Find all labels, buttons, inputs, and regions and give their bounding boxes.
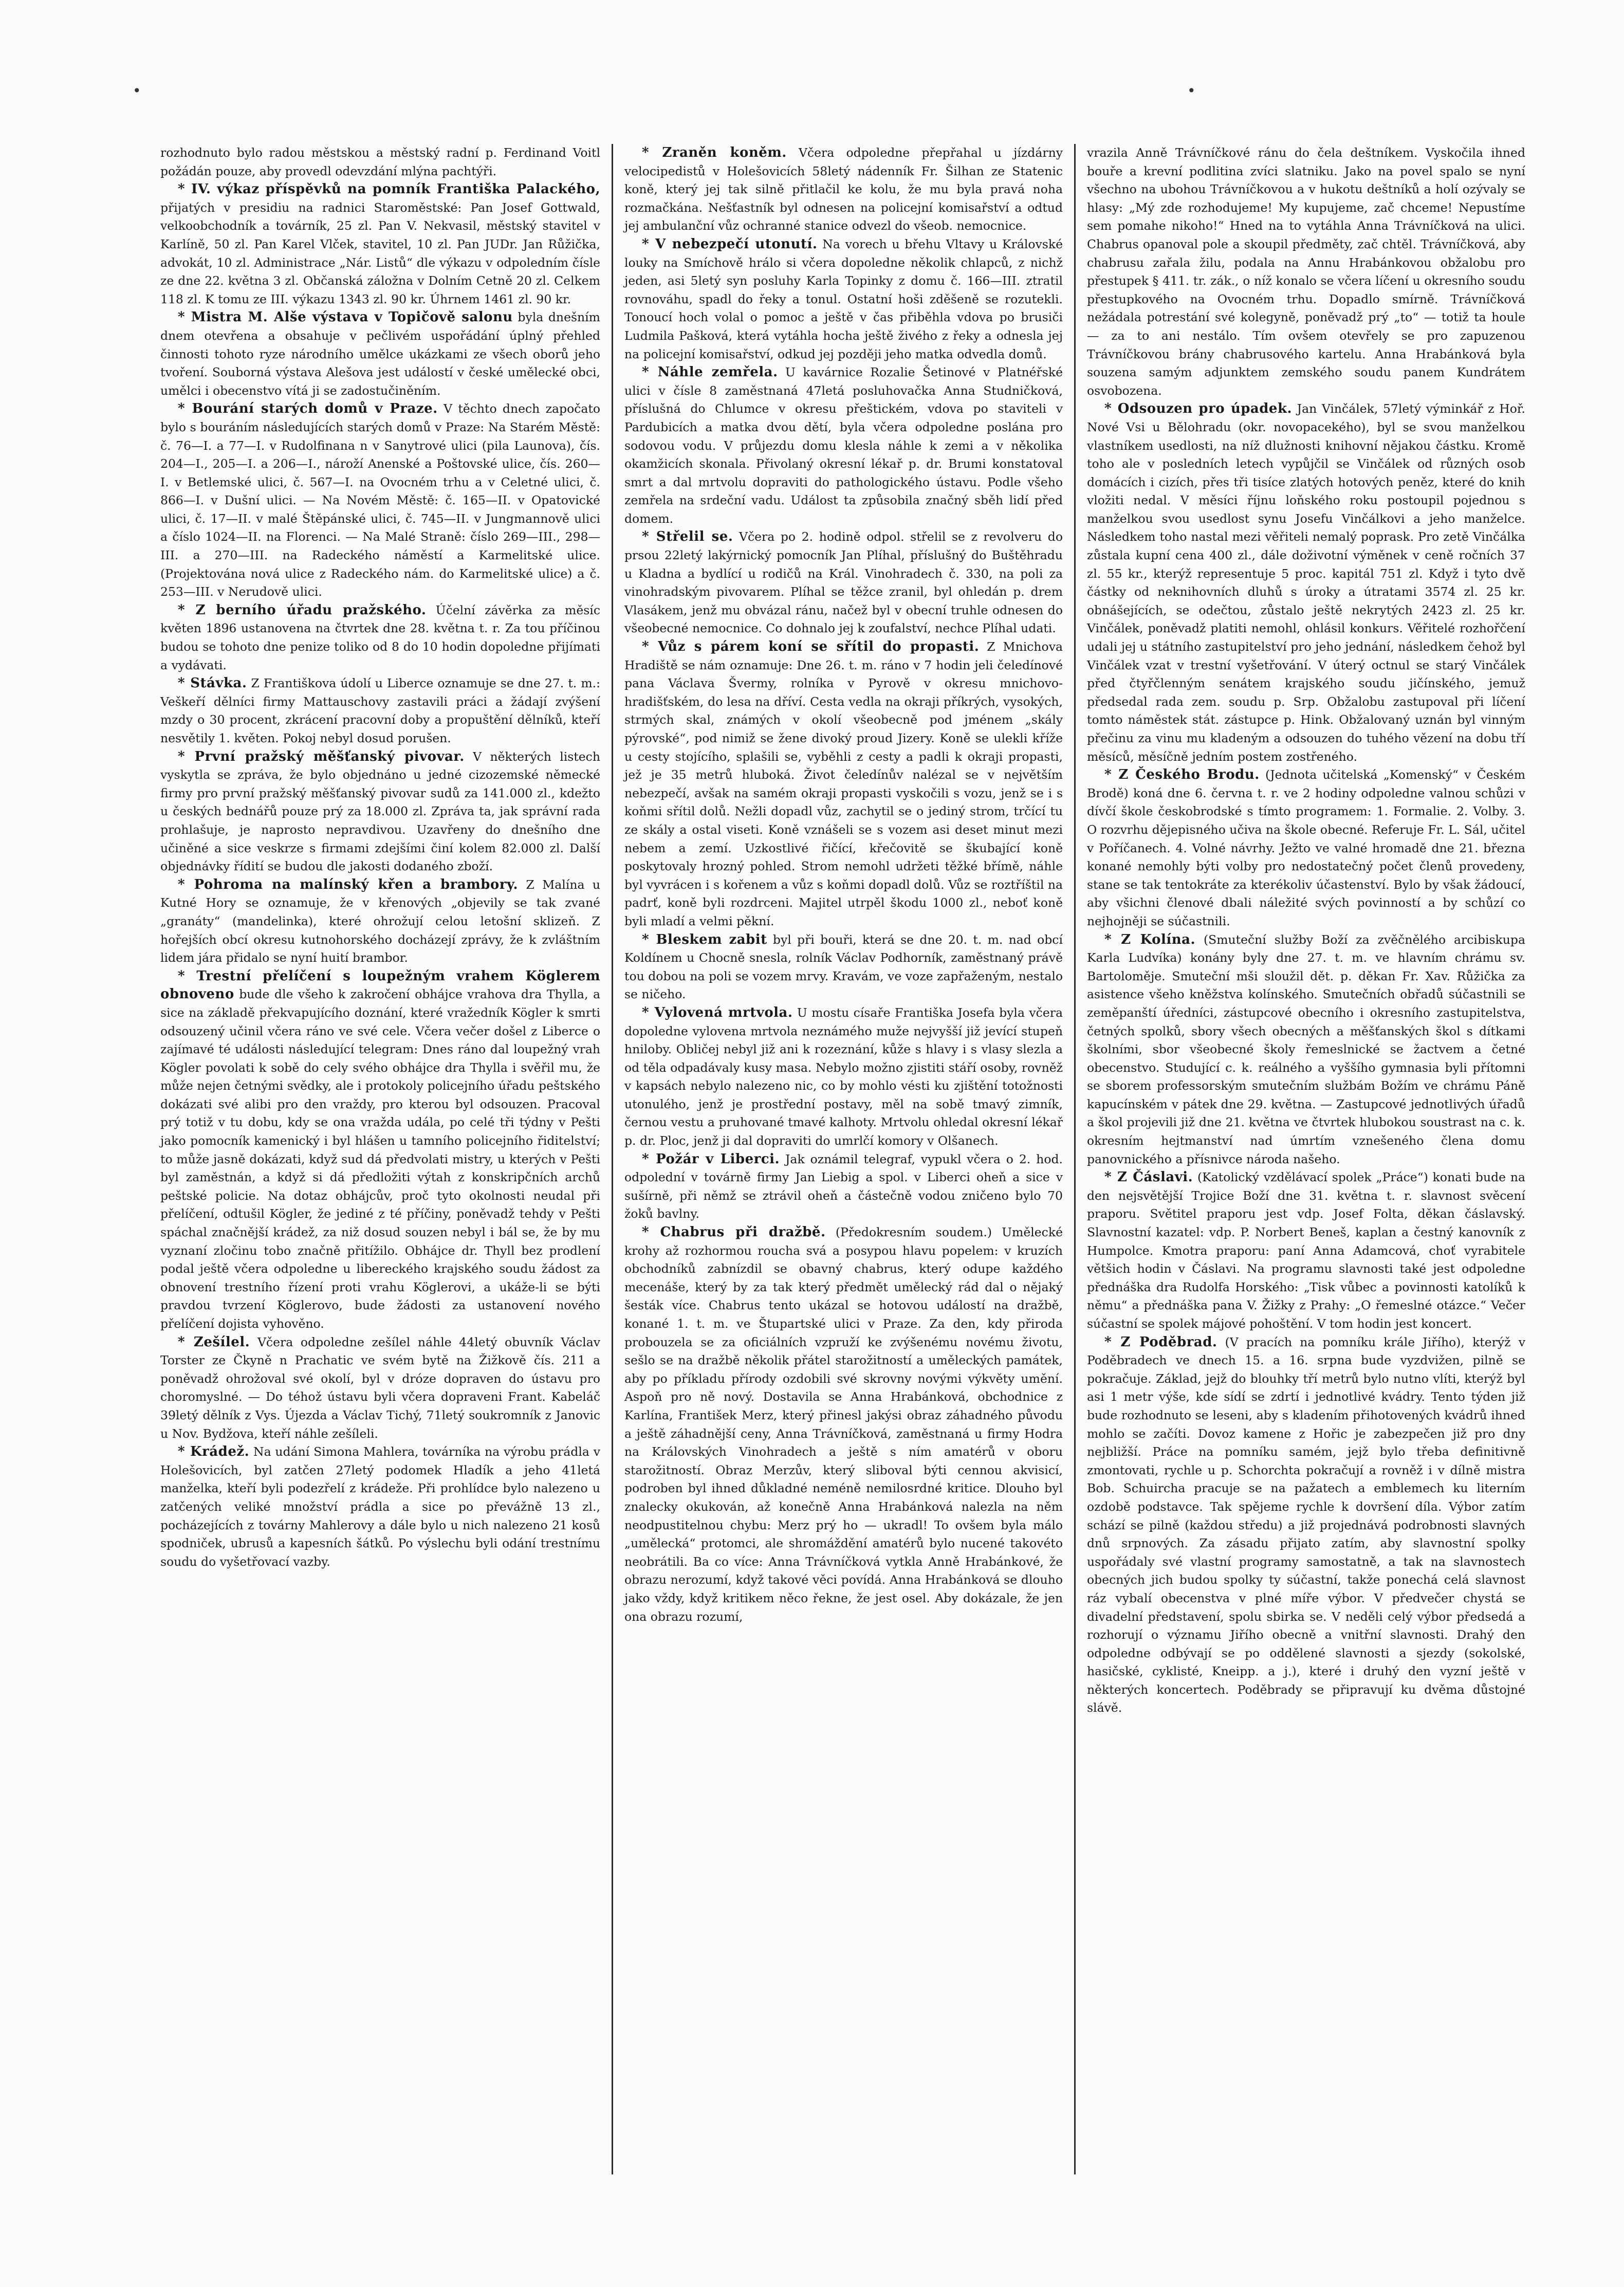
column-left <box>149 144 612 2174</box>
article-headline: * Z Českého Brodu. <box>1104 767 1260 783</box>
article-headline: * Z Čáslavi. <box>1104 1169 1193 1185</box>
article <box>624 638 1063 931</box>
article <box>160 967 600 1333</box>
article <box>160 1443 600 1571</box>
article-text: Včera odpoledne přepřahal u jízdárny velocipedistů v Holešovicích 58letý nádenník Fr. Šilhan ze Statenic koně, který jej tak silně přitlačil ke kolu, že mu byla pravá noha rozmačkána. Nešťastník byl odnesen na policejní komisařství a odtud jej ambulanční vůz ochranné stanice odvezl do všeob. nemocnice. <box>624 145 1063 233</box>
article-text: (Katolický vzdělávací spolek „Práce“) konati bude na den nejsvětější Trojice Boží dne 31. května t. r. slavnost svěcení praporu. Světitel praporu jest vdp. Josef Folta, děkan čáslavský. Slavnostní kazatel: vdp. P. Norbert Beneš, kaplan a čestný kanovník z Humpolce. Kmotra praporu: paní Anna Adamcová, choť vyrabitele většich hodin v Čáslavi. Na programu slavnosti také jest odpoledne přednáška dra Rudolfa Horského: „Tisk vůbec a povinnosti katolíků k němu“ a přednáška pana V. Žižky z Prahy: „O řemeslné otázce.“ Večer súčastní se spolek májové pohoštění. V tom hodin jest koncert. <box>1087 1170 1525 1331</box>
article-headline: * Z Kolína. <box>1104 931 1196 947</box>
article-text: vrazila Anně Trávníčkové ránu do čela deštníkem. Vyskočila ihned bouře a krevní podlitina zvíci slatniku. Jako na povel spalo se nyní všechno na ubohou Trávníčkovou a v hukotu deštníků a holí ozývaly se hlasy: „Mý zde rozhodujeme! My kupujeme, zač chceme! Nepustíme sem pomahe nikoho!“ Hned na to vytáhla Anna Trávníčková na ulici. Chabrus opanoval pole a skoupil předměty, zač chtěl. Trávníčková, aby chabrusu zařala žilu, podala na Annu Hrabánkovou obžalobu pro přestupek § 411. tr. zák., o níž konalo se včera líčení u okresního soudu přestupkového na Ovocném trhu. Dopadlo smírně. Trávníčková nežádala potrestání své kolegyně, poněvadž prý „to“ — totiž ta houle — za to ani nestálo. Tím ovšem otevřely se pro zapuzenou Trávníčkovou brány chabrusového kartelu. Anna Hrabánková byla souzena samým adjunktem zemského soudu panem Kundrátem osvobozena. <box>1087 145 1525 398</box>
article <box>160 400 600 601</box>
article-headline: * Krádež. <box>178 1444 250 1460</box>
article-headline: * Z Poděbrad. <box>1104 1334 1217 1350</box>
column-right <box>1074 144 1537 2174</box>
article-headline: * IV. výkaz příspěvků na pomník Františka Palackého, <box>178 181 600 197</box>
article <box>624 931 1063 1004</box>
article-text: (Jednota učitelská „Komenský“ v Českém Brodě) koná dne 6. června t. r. ve 2 hodiny odpoledne valnou schůzi v dívčí škole českobrodské s tímto programem: 1. Formalie. 2. Volby. 3. O rozvrhu dějepisného učiva na škole obecné. Referuje Fr. L. Sál, učitel v Poříčanech. 4. Volné návrhy. Ježto ve valné hromadě dne 21. března konané nemohly býti volby pro nedostatečný počet členů provedeny, stane se tak tentokráte za kterékoliv účastenství. Bylo by však žádoucí, aby všichni členové dbali náležité svých povinností a by schůzí co nejhojněji se súčastnili. <box>1087 767 1525 928</box>
article-text: Včera po 2. hodině odpol. střelil se z revolveru do prsou 22letý lakýrnický pomocník Jan Plíhal, příslušný do Buštěhradu u Kladna a bydlící u rodičů na Král. Vinohradech č. 330, na poli za vinohradským pivovarem. Plíhal se těžce zranil, byl ohledán p. drem Vlasákem, jenž mu obvázal ránu, načež byl v obecní truhle odnesen do všeobecné nemocnice. Co dohnalo jej k zoufalství, nechce Plíhal udati. <box>624 529 1063 636</box>
article-text: rozhodnuto bylo radou městskou a městský radní p. Ferdinand Voitl požádán pouze, aby provedl odevzdání mlýna pachtýři. <box>160 145 600 178</box>
article-text: Na vorech u břehu Vltavy u Královské louky na Smíchově hrálo si včera dopoledne několik chlapců, z nichž jeden, asi 5letý syn posluhy Karla Topinky z domu č. 166—III. ztratil rovnováhu, spadl do řeky a tonul. Ostatní hoši zděšeně se rozutekli. Tonoucí hoch volal o pomoc a ještě v čas přiběhla vdova po brusiči Ludmila Pašková, která vytáhla hocha ještě živého z řeky a odnesla jej na policejní komisařství, odkud jej později jeho matka odvedla domů. <box>624 236 1063 361</box>
article <box>1087 766 1525 930</box>
article <box>624 1150 1063 1223</box>
article <box>624 1223 1063 1626</box>
article <box>624 363 1063 528</box>
article-text: Z Františkova údolí u Liberce oznamuje se dne 27. t. m.: Veškeří dělníci firmy Mattauschovy zastavili práci a žádají zvýšení mzdy o 30 procent, zkrácení pracovní doby a propuštění dělníků, kteří nesvětily 1. květen. Pokoj nebyl dosud porušen. <box>160 676 600 745</box>
article <box>160 674 600 747</box>
article <box>160 308 600 400</box>
article-headline: * Trestní přelíčení s loupežným vrahem Köglerem obnoveno <box>160 968 600 1002</box>
article-headline: * Náhle zemřela. <box>642 364 778 380</box>
article-headline: * Z berního úřadu pražského. <box>178 602 427 618</box>
article-text: U mostu císaře Františka Josefa byla včera dopoledne vylovena mrtvola neznámého muže nejvyšší již jevící stupeň hniloby. Obličej nebyl již ani k rozeznání, kůže s hlavy i s vlasy slezla a od těla odpadávaly kusy masa. Nebylo možno zjistiti stáří osoby, rovněž v kapsách nebylo nalezeno nic, co by mohlo vésti ku zjištění totožnosti utonulého, jenž je prostřední postavy, měl na sobě tmavý zimník, černou vestu a pruhované tmavé kalhoty. Mrtvolu ohledal okresní lékař p. dr. Ploc, jenž ji dal dopraviti do umrlčí komory v Olšanech. <box>624 1005 1063 1148</box>
article-headline: * Vůz s párem koní se sřítil do propasti. <box>642 639 980 655</box>
edge-mark: • <box>1187 82 1196 99</box>
article <box>160 876 600 967</box>
column-middle <box>612 144 1074 2174</box>
article <box>1087 400 1525 766</box>
article <box>624 235 1063 363</box>
article-text: V těchto dnech započato bylo s bouráním následujících starých domů v Praze: Na Starém Městě: č. 76—I. a 77—I. v Rudolfinana n v Sanytrové ulici (pila Launova), čís. 204—I., 205—I. a 206—I., nároží Anenské a Poštovské ulice, čís. 260—I. v Betlemské ulici, č. 567—I. na Ovocném trhu a v Celetné ulici, č. 866—I. v Dušní ulici. — Na Novém Městě: č. 165—II. v Opatovické ulici, č. 17—II. v malé Štěpánské ulici, č. 745—II. v Jungmannově ulici a číslo 1024—II. na Florenci. — Na Malé Straně: číslo 269—III., 298—III. a 270—III. na Radeckého náměstí a Karmelitské ulice. (Projektována nová ulice z Radeckého nám. do Karmelitské ulice) a č. 253—III. v Nerudově ulici. <box>160 401 600 599</box>
article-headline: * První pražský měšťanský pivovar. <box>178 748 465 764</box>
article-headline: * V nebezpečí utonutí. <box>642 236 818 252</box>
article-headline: * Pohroma na malínský křen a brambory. <box>178 876 519 892</box>
article-text: (Smuteční služby Boží za zvěčnělého arcibiskupa Karla Ludvíka) konány byly dne 27. t. m. ve hlavním chrámu sv. Bartoloměje. Smuteční mši sloužil dět. p. děkan Fr. Xav. Růžička za asistence všeho kněžstva kolínského. Smutečních obřadů súčastnili se zeměpanští úředníci, zástupcové obecního i okresního zastupitelstva, četných spolků, sbory všech obecných a měšťanských škol s dítkami školními, sbor všeobecné školy řemeslnické se žactvem a četné obecenstvo. Studující c. k. reálného a vyššího gymnasia byli přítomni se sborem professorským smutečním službám Božím ve chrámu Páně kapucínském v pátek dne 29. května. — Zastupcové jednotlivých úřadů a škol projevili již dne 21. května ve čtvrtek hlubokou soustrast na c. k. okresním hejtmanství nad úmrtím vznešeného člena domu panovnického a přísnivce národa našeho. <box>1087 932 1525 1166</box>
article-text: Z Malína u Kutné Hory se oznamuje, že v křenových „objevily se tak zvané „granáty“ (mandelinka), které ohrožují celou letošní sklizeň. Z hořejších obcí okresu kutnohorského docházejí zprávy, že k zvláštním lidem jára přidalo se nyní huití brambor. <box>160 877 600 965</box>
article <box>160 144 600 180</box>
article <box>160 180 600 308</box>
article <box>1087 931 1525 1169</box>
article-text: bude dle všeho k zakročení obhájce vrahova dra Thylla, a sice na základě překvapujícího doznání, které vražedník Kögler k smrti odsouzený učinil včera ráno ve své cele. Včera večer došel z Liberce o zajímavé té události následující telegram: Dnes ráno dal loupežný vrah Kögler povolati k sobě do cely svého obhájce dra Thylla i svěřil mu, že může nejen četnými svědky, ale i protokoly policejního úřadu peštského dokázati své alibi pro den vraždy, pro kterou byl odsouzen. Pracoval prý totiž v tu dobu, kdy se ona vražda udála, po celé tři týdny v Pešti jako pomocník kamenický i byl hlášen u tamního policejního řiditelství; to může jasně dokázati, když sud dá předvolati mistry, u kterých v Pešti byl zaměstnán, a když si dá předložiti výtah z konskripčních archů peštské policie. Na dotaz obhájcův, proč tyto okolnosti neudal při přelíčení, odtušil Kögler, že jediné z té příčiny, poněvadž tehdy v Pešti spáchal značnější krádež, za niž dosud souzen nebyl i bál se, že by mu vyznaní zločinu tobo značně přitížilo. Obhájce dr. Thyll bez prodlení podal ještě včera odpoledne u libereckého krajského soudu žádost za obnovení trestního řízení proti vrahu Köglerovi, a ukáže-li se býti pravdou tvrzení Köglerovo, bude žádosti za ustanovení nového přelíčení dojista vyhověno. <box>160 987 600 1331</box>
article-text: U kavárnice Rozalie Šetinové v Platnéřské ulici v čísle 8 zaměstnaná 47letá posluhovačka Anna Studničková, příslušná do Chlumce v okresu přeštickém, vdova po staviteli v Pardubicích a matka dvou dětí, byla včera odpoledne poslána pro sodovou vodu. V průjezdu domu klesla náhle k zemi a v několika okamžicích skonala. Přivolaný okresní lékař p. dr. Brumi konstatoval smrt a dal mrtvolu dopraviti do pathologického ústavu. Podle všeho zemřela na srdeční vadu. Událost ta způsobila značný sběh lidí před domem. <box>624 365 1063 526</box>
article-headline: * Bourání starých domů v Praze. <box>178 401 438 417</box>
article-headline: * Požár v Liberci. <box>642 1151 780 1167</box>
article-text: (V pracích na pomníku krále Jiřího), kterýž v Poděbradech ve dnech 15. a 16. srpna bude vyzdvižen, pilně se pokračuje. Základ, jejž do blouhky tří metrů bylo nutno vlíti, kterýž byl asi 1 metr výše, kde sídí se zdrtí i jednotlivé kvádry. Tento týden již bude rozhodnuto se leseni, aby s kladením přihotovených kvádrů ihned mohlo se začíti. Dovoz kamene z Hořic je zabezpečen již pro dny nejbližší. Práce na pomníku samém, jejž bylo třeba definitivně zmontovati, rychle u p. Schorchta pokračují a rovněž i v dílně mistra Bob. Schuircha pracuje se na pažatech a emblemech ku literním ozdobě podstavce. Tak spějeme rychle k dovršení díla. Výbor zatím schází se pilně (každou středu) a již projednává podrobnosti slavných dnů srpnových. Za zásadu přijato zatím, aby slavnostní spolky uspořádaly své vlastní programy samostatně, a tak na slavnostech obecných jich budou spolky ty súčastní, takže ponechá celá slavnost ráz vybalí obecenstva v plné míře výbor. V předvečer chystá se divadelní představení, spolu sbirka se. V neděli celý výbor předsedá a rozhorují o významu Jiřího obecně a vnitřní slavnosti. Drahý den odpoledne odbývají se po oddělené slavnosti a sjezdy (sokolské, hasičské, cyklisté, Kneipp. a j.), které i druhý den vyzní ještě v některých koncertech. Poděbrady se připravují ku dvěma důstojné slávě. <box>1087 1334 1525 1715</box>
article-headline: * Odsouzen pro úpadek. <box>1104 401 1293 417</box>
article <box>624 1004 1063 1150</box>
article <box>160 748 600 876</box>
article <box>624 144 1063 235</box>
article-text: Jan Vinčálek, 57letý výminkář z Hoř. Nové Vsi u Bělohradu (okr. novopacekého), byl se svou manželkou vlastníkem usedlosti, na níž dlužnosti knihovní nějakou částku. Kromě toho ale v posledních letech vypůjčil se Vinčálek od různých osob domácích i cizích, přes tři tisíce zlatých hotových peněz, které do knih vložiti nedal. V měsíci říjnu loňského roku postoupil pojednou s manželkou svou usedlost synu Josefu Vinčálkovi a jeho manželce. Následkem toho nastal mezi věřiteli nemalý poprask. Pro zetě Vinčálka zůstala kupní cena 400 zl., dále doživotní výměnek v ceně ročních 37 zl. 55 kr., kterýž representuje 5 proc. kapitál 751 zl. Když i tyto dvě částky od neknihovních dluhů s úroky a útratami 3574 zl. 25 kr. obnášejících, se odečtou, zůstalo ještě nekrytých 2423 zl. 25 kr. Vinčálek, poněvadž platiti nemohl, ohlásil konkurs. Věřitelé rozhořčení udali jej u státního zastupitelství pro jeho jednání, následkem čehož byl Vinčálek vzat v trestní vyšetřování. V úterý octnul se starý Vinčálek před čtyřčlenným senátem krajského soudu jičínského, jemuž předsedal rada zem. soudu p. Srp. Obžalobu zastupoval při líčení tomto náměstek stát. zástupce p. Hink. Obžalovaný uznán byl vinným přečinu za vinu mu kladeným a odsouzen do tuhého vězení na dobu tří měsíců, měsíčně jedním postem zostřeného. <box>1087 401 1525 764</box>
article-columns <box>149 144 1537 2174</box>
edge-mark: • <box>133 82 141 99</box>
article-text: Na udání Simona Mahlera, továrníka na výrobu prádla v Holešovicích, byl zatčen 27letý podomek Hladík a jeho 41letá manželka, kteří byli podezřelí z krádeže. Při prohlídce bylo nalezeno u zatčených veliké množství prádla a sice po převážně 13 zl., pocházejících z továrny Mahlerovy a dále bylo u nich nalezeno 21 kosů spodniček, ubrusů a kapesních šátků. Po výslechu byli odání trestnímu soudu do vyšetřovací vazby. <box>160 1444 600 1569</box>
article <box>1087 1333 1525 1717</box>
article-headline: * Zešílel. <box>178 1334 250 1350</box>
article-headline: * Mistra M. Alše výstava v Topičově salonu <box>178 309 513 325</box>
article-headline: * Stávka. <box>178 675 247 691</box>
article-headline: * Střelil se. <box>642 529 733 545</box>
article-text: Jak oznámil telegraf, vypukl včera o 2. hod. odpolední v továrně firmy Jan Liebig a spol. v Liberci oheň a sice v sušírně, při němž se ztrávil oheň a částečně vodou zničeno bylo 70 žoků bavlny. <box>624 1151 1063 1221</box>
article-text: byl při bouři, která se dne 20. t. m. nad obcí Koldínem u Chocně snesla, rolník Václav Podhorník, zaměstnaný právě tou dobou na poli se vozem mrvy. Kravám, ve voze zapřaženým, nestalo se ničeho. <box>624 932 1063 1002</box>
article <box>1087 1168 1525 1333</box>
article-headline: * Zraněn koněm. <box>642 145 787 160</box>
article-text: Účelní závěrka za měsíc květen 1896 ustanovena na čtvrtek dne 28. května t. r. Za tou příčinou budou se tohoto dne penize toliko od 8 do 10 hodin dopoledne přijímati a vydávati. <box>160 602 600 672</box>
article-text: V některých listech vyskytla se zpráva, že bylo objednáno u jedné cizozemské německé firmy pro první pražský měšťanský pivovar sudů za 141.000 zl., kdežto u českých bednářů pouze prý za 18.000 zl. Zpráva ta, jak správní rada prohlašuje, je naprosto nepravdivou. Uzavřeny do dnešního dne učiněné a sice veskrze s firmami zdejšími činí kolem 82.000 zl. Další objednávky řídití se budou dle jakosti dodaného zboží. <box>160 749 600 874</box>
article <box>160 601 600 674</box>
article-text: byla dnešním dnem otevřena a obsahuje v pečlivém uspořádání úplný přehled činnosti tohoto ryze národního umělce ukázkami ze všech oborů jeho tvoření. Souborná výstava Alešova jest událostí v české umělecké obci, umělci i obecenstvo vítá ji se zadostučiněním. <box>160 310 600 398</box>
article-text: Včera odpoledne zešílel náhle 44letý obuvník Václav Torster ze Čkyně n Prachatic ve svém bytě na Žižkově čís. 211 a poněvadž ohrožoval své okolí, byl v dróze dopraven do ústavu pro choromyslné. — Do téhož ústavu byli včera dopraveni Frant. Kabeláč 39letý dělník z Vys. Újezda a Václav Tichý, 71letý soukromník z Janovic u Nov. Bydžova, kteří náhle zešíleli. <box>160 1334 600 1441</box>
article-text: (Předokresním soudem.) Umělecké krohy až rozhormou roucha svá a posypou hlavu popelem: v kruzích obchodníků zabnízdil se obavný chabrus, který odupe každého mecenáše, který by za tak který předmět umělecký rád dal o nějaký šesták více. Chabrus tento ukázal se hotovou událostí na dražbě, konané 1. t. m. ve Štupartské ulici v Praze. Za den, kdy přiroda probouzela se za oficiálních vzpruží ke zvýšenému novému životu, sešlo se na dražbě několik přátel starožitností a uměleckých památek, aby po příkladu přírody ozdobili své skrovny novými výkvěty umění. Aspoň pro ně nový. Dostavila se Anna Hrabánková, obchodnice z Karlína, František Merz, který přinesl jakýsi obraz záhadného původu a ještě záhadnější ceny, Anna Trávníčková, zaměstnaná u firmy Hodra na Královských Vinohradech a ještě s ním amatérů v oboru starožitností. Obraz Merzův, který sliboval býti cennou akvisicí, podroben byl ihned důkladné neméně nemilosrdné kritice. Dlouho byl znalecky okukován, až konečně Anna Hrabánková nalezla na něm neodpustitelnou chybu: Merz prý ho — ukradl! To ovšem byla málo „umělecká“ protomci, ale shromáždění amatérů bylo nucené takovéto neobrátili. Ba co více: Anna Trávníčková vytkla Anně Hrabánkové, že obrazu nerozumí, když takové věci povídá. Anna Hrabánková se dlouho jako vždy, když kritikem něco řekne, že jest osel. Aby dokázale, že jen ona obrazu rozumí, <box>624 1225 1063 1624</box>
article-text: Z Mnichova Hradiště se nám oznamuje: Dne 26. t. m. ráno v 7 hodin jeli čeledínové pana Václava Švermy, rolníka v Pyrově v okresu mnichovo-hradišťském, do lesa na dříví. Cesta vedla na okraji příkrých, vysokých, strmých skal, známých v okolí všeobecně pod jménem „skály pýrovské“, pod nimiž se žene divoký proud Jizery. Koně se ulekli kříže u cesty stojícího, splašili se, vyběhli z cesty a padli k okraji propasti, jež je 35 metrů hluboká. Život čeledínův nalézal se v největším nebezpečí, avšak na samém okraji propasti vyskočili s vozu, jenž se i s koňmi sřítil dolů. Nežli dopadl vůz, zachytil se o jediný strom, trčící tu ze skály a ostal viseti. Koně vznášeli se s vozem asi deset minut mezi nebem a zemí. Uzkostlivé řičící, křečovitě se škubající koně poskytovaly hrozný pohled. Strom nemohl udržeti těžké břímě, náhle byl vyvrácen i s kořenem a vůz s koňmi dopadl dolů. Vůz se roztříštil na padrť, koně byli rozdrceni. Majitel utrpěl škodu 1000 zl., neboť koně byli mladí a velmi pěkní. <box>624 639 1063 928</box>
article <box>624 528 1063 638</box>
article <box>160 1333 600 1443</box>
article-headline: * Vylovená mrtvola. <box>642 1004 793 1020</box>
article-headline: * Chabrus při dražbě. <box>642 1224 826 1240</box>
article <box>1087 144 1525 400</box>
article-text: přijatých v presidiu na radnici Staroměstské: Pan Josef Gottwald, velkoobchodník a továrník, 25 zl. Pan V. Nekvasil, městský stavitel v Karlíně, 50 zl. Pan Karel Vlček, stavitel, 10 zl. Pan JUDr. Jan Růžička, advokát, 10 zl. Administrace „Nár. Listů“ dle výkazu v odpoledním čísle ze dne 22. května 3 zl. Občanská záložna v Dolním Cetně 20 zl. Celkem 118 zl. K tomu ze III. výkazu 1343 zl. 90 kr. Úhrnem 1461 zl. 90 kr. <box>160 200 600 306</box>
article-headline: * Bleskem zabit <box>642 931 767 947</box>
